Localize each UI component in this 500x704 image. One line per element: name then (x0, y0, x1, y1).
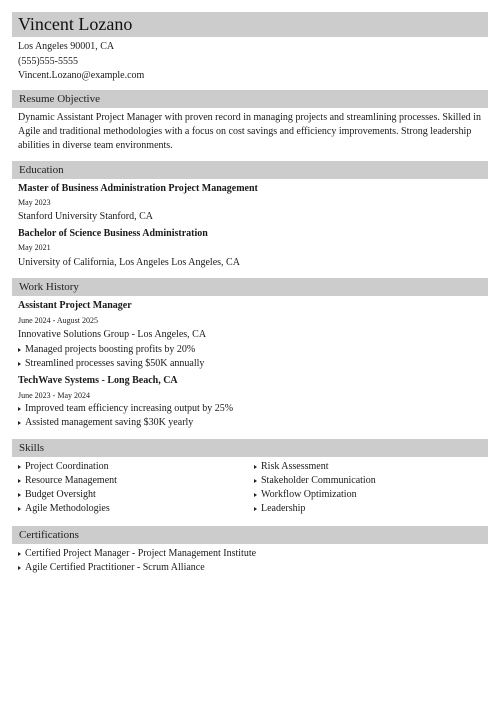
job-bullets (18, 343, 204, 371)
job-dates: June 2024 - August 2025 (18, 316, 98, 325)
education-school: Stanford University Stanford, CA (18, 211, 153, 222)
certifications-list (18, 547, 256, 575)
job-title: TechWave Systems - Long Beach, CA (18, 375, 178, 386)
section-title: Work History (19, 281, 79, 293)
skill-item: Workflow Optimization (254, 488, 376, 502)
contact-email: Vincent.Lozano@example.com (18, 70, 145, 81)
section-header-education (12, 161, 488, 179)
skill-item: Resource Management (18, 474, 117, 488)
section-header-work-history (12, 278, 488, 296)
education-date: May 2021 (18, 243, 51, 252)
certification-item: Agile Certified Practitioner - Scrum Alliance (18, 561, 256, 575)
list-item: Streamlined processes saving $50K annually (18, 357, 204, 371)
list-item: Assisted management saving $30K yearly (18, 416, 233, 430)
contact-block (18, 40, 144, 84)
skill-item: Risk Assessment (254, 460, 376, 474)
skills-list-right (254, 460, 376, 516)
section-title: Skills (19, 442, 45, 454)
candidate-name: Vincent Lozano (18, 14, 133, 34)
education-date: May 2023 (18, 198, 51, 207)
skills-list-left (18, 460, 117, 516)
certification-item: Certified Project Manager - Project Management Institute (18, 547, 256, 561)
education-degree: Bachelor of Science Business Administration (18, 228, 208, 239)
contact-address: Los Angeles 90001, CA (18, 41, 115, 52)
section-header-objective (12, 90, 488, 108)
section-header-skills (12, 439, 488, 457)
section-header-certifications (12, 526, 488, 544)
skill-item: Agile Methodologies (18, 502, 117, 516)
section-title: Resume Objective (19, 93, 100, 105)
list-item: Improved team efficiency increasing output by 25% (18, 402, 233, 416)
skill-item: Stakeholder Communication (254, 474, 376, 488)
skill-item: Leadership (254, 502, 376, 516)
objective-text: Dynamic Assistant Project Manager with proven record in managing projects and streamlining processes. Skilled in Agile and traditional methodologies with a focus on cost savings and efficiency improvements. Strong leadership abilities in diverse team environments. (18, 112, 481, 151)
contact-phone: (555)555-5555 (18, 55, 78, 67)
section-title: Certifications (19, 529, 79, 541)
education-degree: Master of Business Administration Project Management (18, 183, 258, 194)
job-bullets (18, 402, 233, 430)
job-company: Innovative Solutions Group - Los Angeles, CA (18, 329, 207, 340)
job-title: Assistant Project Manager (18, 300, 132, 311)
skill-item: Budget Oversight (18, 488, 117, 502)
name-header-bar (12, 12, 488, 37)
section-title: Education (19, 164, 64, 176)
list-item: Managed projects boosting profits by 20% (18, 343, 204, 357)
education-school: University of California, Los Angeles Los Angeles, CA (18, 257, 240, 268)
skill-item: Project Coordination (18, 460, 117, 474)
job-dates: June 2023 - May 2024 (18, 391, 90, 400)
